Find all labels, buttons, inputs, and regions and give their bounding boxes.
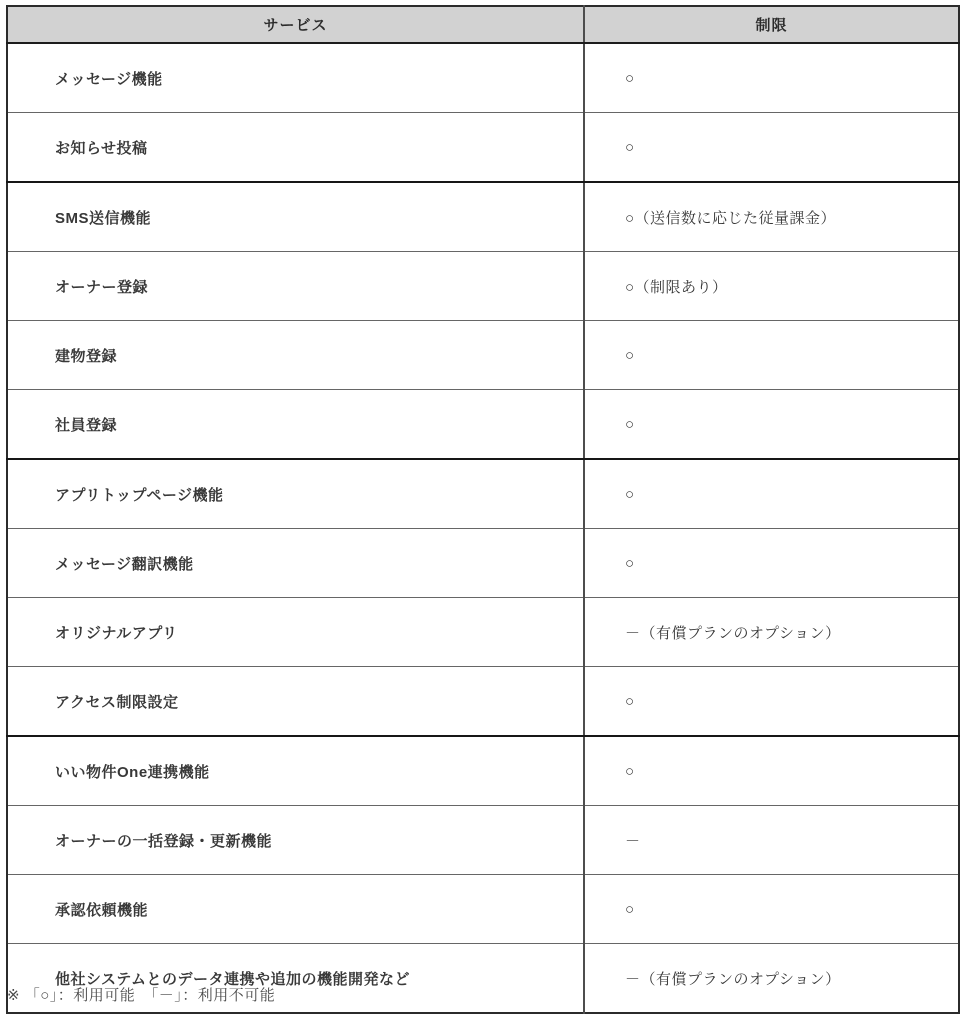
limit-cell — [584, 459, 959, 529]
service-cell — [7, 736, 584, 806]
table-row — [7, 875, 959, 944]
limit-cell-text: ○（制限あり） — [625, 278, 728, 296]
service-cell-text: アプリトップページ機能 — [55, 486, 224, 504]
service-cell-text: メッセージ機能 — [55, 70, 163, 88]
limit-cell-text: ○ — [625, 900, 635, 918]
footnote: ※ 「○」：利用可能 「－」：利用不可能 — [7, 987, 276, 1004]
limit-cell-text: ○ — [625, 69, 635, 87]
table-row — [7, 736, 959, 806]
limit-cell — [584, 113, 959, 183]
service-cell — [7, 875, 584, 944]
limit-cell-text: ○ — [625, 692, 635, 710]
service-cell — [7, 252, 584, 321]
table-header — [7, 6, 959, 43]
service-cell — [7, 43, 584, 113]
table-row — [7, 598, 959, 667]
column-header-limit: 制限 — [584, 6, 959, 43]
limit-cell — [584, 944, 959, 1014]
table-row — [7, 43, 959, 113]
table-row — [7, 529, 959, 598]
limit-cell — [584, 529, 959, 598]
limit-cell-text: ○ — [625, 415, 635, 433]
table-body — [7, 43, 959, 1013]
service-cell-text: SMS送信機能 — [55, 209, 152, 227]
service-cell — [7, 113, 584, 183]
service-cell — [7, 667, 584, 737]
service-cell-text: アクセス制限設定 — [55, 693, 179, 711]
limit-cell — [584, 806, 959, 875]
table-row — [7, 252, 959, 321]
service-cell-text: 他社システムとのデータ連携や追加の機能開発など — [55, 970, 411, 988]
limit-cell — [584, 667, 959, 737]
table-row — [7, 390, 959, 460]
service-cell-text: 社員登録 — [55, 416, 118, 434]
limit-cell — [584, 321, 959, 390]
service-cell — [7, 390, 584, 460]
limit-cell — [584, 182, 959, 252]
table-row — [7, 806, 959, 875]
limit-cell — [584, 390, 959, 460]
table-row — [7, 182, 959, 252]
limit-cell-text: －（有償プランのオプション） — [625, 970, 841, 988]
service-cell-text: 承認依頼機能 — [55, 901, 149, 919]
table-row — [7, 321, 959, 390]
limit-cell — [584, 43, 959, 113]
service-cell — [7, 806, 584, 875]
limit-cell — [584, 252, 959, 321]
header-row — [7, 6, 959, 43]
table-row — [7, 459, 959, 529]
limit-cell-text: ○ — [625, 554, 635, 572]
service-cell-text: お知らせ投稿 — [55, 139, 148, 157]
service-limit-table — [6, 5, 960, 1014]
service-cell — [7, 321, 584, 390]
limit-cell-text: ○ — [625, 346, 635, 364]
service-cell — [7, 598, 584, 667]
service-cell-text: 建物登録 — [55, 347, 118, 365]
limit-cell-text: － — [625, 832, 641, 850]
limit-cell — [584, 736, 959, 806]
limit-cell-text: ○ — [625, 485, 635, 503]
service-cell-text: オーナーの一括登録・更新機能 — [55, 832, 273, 850]
limit-cell-text: ○（送信数に応じた従量課金） — [625, 209, 837, 227]
limit-cell — [584, 598, 959, 667]
service-cell — [7, 529, 584, 598]
service-cell-text: オリジナルアプリ — [55, 624, 178, 642]
service-cell — [7, 459, 584, 529]
service-cell — [7, 182, 584, 252]
limit-cell-text: ○ — [625, 138, 635, 156]
column-header-service: サービス — [7, 6, 584, 43]
table-row — [7, 667, 959, 737]
service-cell-text: メッセージ翻訳機能 — [55, 555, 194, 573]
service-cell-text: いい物件One連携機能 — [55, 763, 210, 781]
limit-cell-text: ○ — [625, 762, 635, 780]
limit-cell — [584, 875, 959, 944]
limit-cell-text: －（有償プランのオプション） — [625, 624, 841, 642]
service-cell-text: オーナー登録 — [55, 278, 149, 296]
table-row — [7, 113, 959, 183]
